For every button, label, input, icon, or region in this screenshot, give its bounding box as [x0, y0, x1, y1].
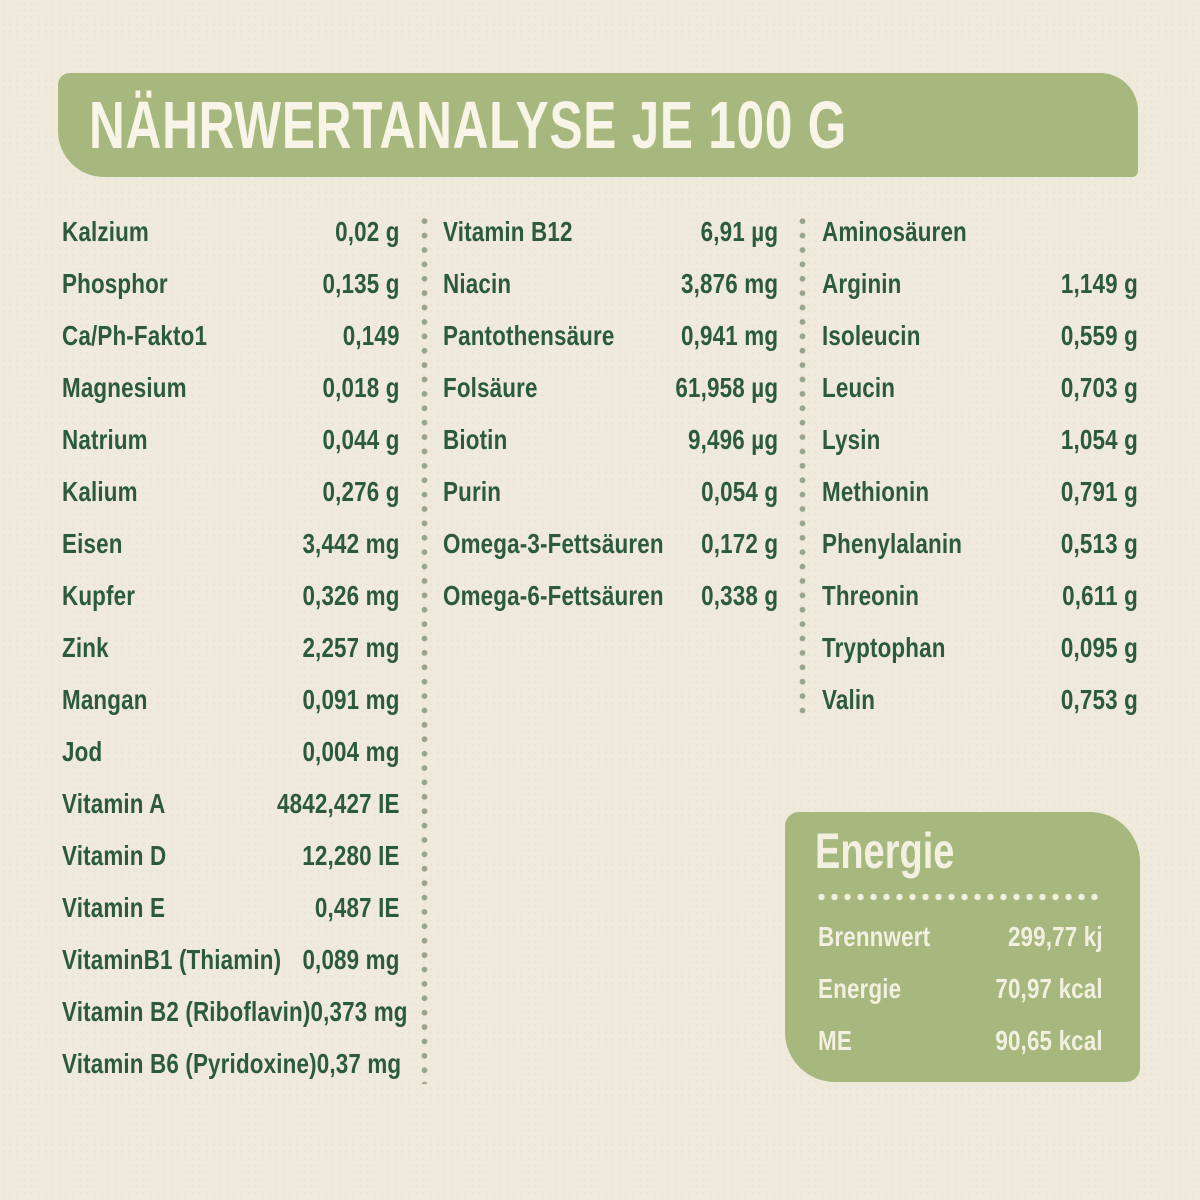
table-row [822, 258, 1138, 310]
nutrient-value: 0,095 g [1060, 632, 1138, 663]
table-row [62, 622, 400, 674]
nutrient-value: 0,276 g [322, 476, 400, 507]
nutrient-value: 0,004 mg [302, 736, 400, 767]
nutrient-value: 1,054 g [1060, 424, 1138, 455]
nutrient-value: 0,018 g [322, 372, 400, 403]
table-row [443, 310, 778, 362]
table-row [62, 310, 400, 362]
table-row [62, 258, 400, 310]
nutrient-label: Vitamin B2 (Riboflavin) [62, 996, 311, 1027]
table-row [443, 518, 778, 570]
nutrient-value: 4842,427 IE [277, 788, 400, 819]
energy-label: ME [818, 1025, 852, 1056]
nutrient-label: Valin [822, 684, 876, 715]
nutrient-label: Kupfer [62, 580, 136, 611]
table-row [443, 206, 778, 258]
nutrient-value: 0,487 IE [314, 892, 400, 923]
table-row [62, 518, 400, 570]
table-row [62, 726, 400, 778]
energy-rows [818, 911, 1103, 1067]
column-amino-acids [822, 206, 1138, 726]
nutrient-value: 0,172 g [701, 528, 779, 559]
table-row [822, 622, 1138, 674]
energy-label: Energie [818, 973, 902, 1004]
section-heading: Aminosäuren [822, 216, 967, 247]
nutrient-label: Vitamin D [62, 840, 167, 871]
table-row [62, 778, 400, 830]
table-row [62, 206, 400, 258]
table-row [822, 310, 1138, 362]
nutrient-value: 9,496 µg [688, 424, 779, 455]
nutrient-label: Kalium [62, 476, 138, 507]
table-row [443, 466, 778, 518]
table-row [62, 882, 400, 934]
nutrient-value: 0,559 g [1060, 320, 1138, 351]
nutrient-value: 0,149 [342, 320, 400, 351]
nutrient-value: 3,442 mg [302, 528, 400, 559]
nutrient-label: Zink [62, 632, 109, 663]
nutrient-value: 0,703 g [1060, 372, 1138, 403]
table-row [62, 466, 400, 518]
table-row [443, 570, 778, 622]
nutrient-label: Threonin [822, 580, 920, 611]
nutrient-label: Eisen [62, 528, 123, 559]
nutrient-label: Vitamin B6 (Pyridoxine) [62, 1048, 317, 1079]
nutrient-value: 0,611 g [1062, 580, 1138, 611]
nutrient-label: Tryptophan [822, 632, 946, 663]
nutrient-label: Phenylalanin [822, 528, 963, 559]
nutrient-value: 0,089 mg [302, 944, 400, 975]
nutrient-label: VitaminB1 (Thiamin) [62, 944, 282, 975]
nutrient-value: 0,054 g [701, 476, 779, 507]
nutrient-value: 0,044 g [322, 424, 400, 455]
table-row [818, 1015, 1103, 1067]
table-row [62, 362, 400, 414]
energy-panel-divider [815, 893, 1104, 901]
nutrient-label: Isoleucin [822, 320, 921, 351]
nutrient-label: Methionin [822, 476, 930, 507]
nutrient-value: 0,091 mg [302, 684, 400, 715]
nutrient-value: 0,135 g [322, 268, 400, 299]
nutrient-label: Jod [62, 736, 103, 767]
nutrient-value: 0,02 g [335, 216, 400, 247]
page-title: NÄHRWERTANALYSE JE 100 G [89, 87, 847, 163]
table-row [62, 570, 400, 622]
table-row [62, 1038, 400, 1090]
energy-panel [785, 812, 1140, 1082]
nutrient-value: 12,280 IE [302, 840, 400, 871]
nutrient-label: Purin [443, 476, 502, 507]
nutrient-value: 0,753 g [1060, 684, 1138, 715]
nutrient-value: 2,257 mg [302, 632, 400, 663]
column-separator [799, 214, 806, 716]
table-row [443, 258, 778, 310]
nutrient-value: 0,37 mg [316, 1048, 402, 1079]
table-row [818, 963, 1103, 1015]
nutrient-label: Magnesium [62, 372, 187, 403]
energy-value: 70,97 kcal [995, 973, 1103, 1004]
energy-panel-title: Energie [815, 823, 955, 879]
energy-value: 90,65 kcal [995, 1025, 1103, 1056]
nutrient-label: Arginin [822, 268, 902, 299]
nutrient-label: Biotin [443, 424, 508, 455]
nutrient-value: 0,338 g [701, 580, 779, 611]
table-row [62, 830, 400, 882]
nutrient-value: 0,941 mg [681, 320, 779, 351]
table-row [443, 362, 778, 414]
table-row [822, 570, 1138, 622]
nutrient-value: 1,149 g [1060, 268, 1138, 299]
nutrient-label: Kalzium [62, 216, 150, 247]
header-bar [58, 73, 1138, 177]
nutrient-label: Mangan [62, 684, 148, 715]
table-row [443, 414, 778, 466]
nutrient-label: Vitamin E [62, 892, 166, 923]
table-heading-row [822, 206, 1138, 258]
column-separator [421, 214, 428, 1084]
table-row [822, 414, 1138, 466]
nutrient-label: Natrium [62, 424, 148, 455]
nutrient-value: 0,513 g [1060, 528, 1138, 559]
table-row [62, 674, 400, 726]
column-minerals-vitamins [62, 206, 408, 1090]
nutrient-value: 6,91 µg [700, 216, 779, 247]
table-row [822, 518, 1138, 570]
nutrient-label: Folsäure [443, 372, 538, 403]
nutrient-label: Vitamin A [62, 788, 166, 819]
energy-value: 299,77 kj [1007, 921, 1103, 952]
table-row [822, 362, 1138, 414]
nutrient-label: Omega-3-Fettsäuren [443, 528, 664, 559]
table-row [822, 466, 1138, 518]
nutrient-label: Leucin [822, 372, 896, 403]
table-row [62, 414, 400, 466]
nutrient-label: Pantothensäure [443, 320, 615, 351]
table-row [818, 911, 1103, 963]
table-row [62, 934, 400, 986]
nutrient-label: Ca/Ph-Fakto1 [62, 320, 208, 351]
nutrient-value: 0,791 g [1060, 476, 1138, 507]
nutrient-label: Lysin [822, 424, 881, 455]
table-row [822, 674, 1138, 726]
nutrient-value: 3,876 mg [681, 268, 779, 299]
column-bvitamins-fattyacids [443, 206, 778, 622]
nutrient-value: 61,958 µg [675, 372, 779, 403]
nutrient-label: Vitamin B12 [443, 216, 573, 247]
table-row [62, 986, 408, 1038]
energy-label: Brennwert [818, 921, 931, 952]
nutrient-label: Niacin [443, 268, 512, 299]
nutrient-value: 0,326 mg [302, 580, 400, 611]
nutrient-label: Phosphor [62, 268, 168, 299]
nutrient-label: Omega-6-Fettsäuren [443, 580, 664, 611]
nutrient-value: 0,373 mg [310, 996, 408, 1027]
